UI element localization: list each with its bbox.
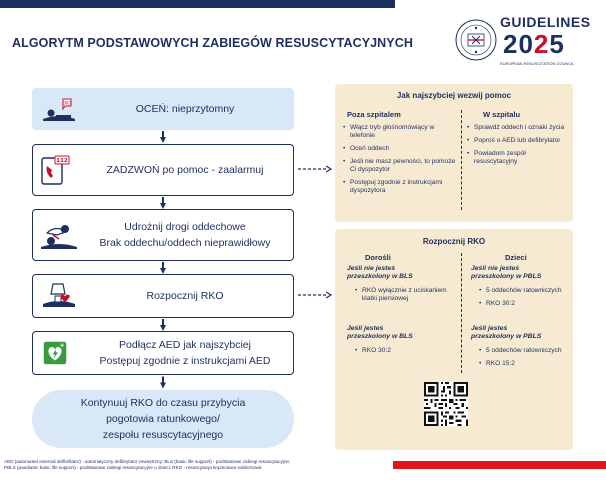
step-open-airway-line2: Brak oddechu/oddech nieprawidłowy <box>99 237 271 249</box>
cpr-compressions-icon <box>39 280 79 312</box>
top-navy-bar <box>0 0 395 8</box>
footnote-line2: PBLS (paediatric basic life support) - podstawowe zabiegi resuscytacyjne u dzieci; RKO - resuscytacja krążeniowo-oddechowa <box>4 465 262 470</box>
children-heading: Dzieci <box>505 253 527 262</box>
list-item: • Poproś o AED lub defibrylator <box>467 137 567 145</box>
list-item: • Oceń oddech <box>343 145 459 153</box>
abbreviations-footnote <box>4 459 390 471</box>
list-item: • RKO wyłącznie z uciskaniem klatki piersiowej <box>355 287 449 303</box>
svg-text:112: 112 <box>56 158 68 165</box>
down-arrow-icon <box>160 197 166 209</box>
airway-check-icon <box>39 219 79 251</box>
step-open-airway <box>32 209 294 261</box>
outside-hospital-list <box>343 124 459 200</box>
step-open-airway-line1: Udrożnij drogi oddechowe <box>124 221 246 233</box>
step-start-cpr-text: Rozpocznij RKO <box>146 290 224 302</box>
children-untrained-list <box>479 287 569 313</box>
step-attach-aed-text <box>83 337 287 369</box>
list-item: • RKO 30:2 <box>355 347 449 355</box>
step-continue-cpr-text <box>32 395 294 443</box>
list-item: • 5 oddechów ratowniczych <box>479 287 569 295</box>
list-item: • Postępuj zgodnie z instrukcjami dyspozytora <box>343 179 459 195</box>
step-continue-line3: zespołu resuscytacyjnego <box>102 429 224 441</box>
list-item: • 5 oddechów ratowniczych <box>479 347 569 355</box>
step-start-cpr <box>32 274 294 318</box>
down-arrow-icon <box>160 131 166 143</box>
adults-untrained-list <box>355 287 449 308</box>
list-item: • Powiadom zespół resuscytacyjny <box>467 150 567 166</box>
guidelines-logo-year: 2025 <box>503 29 565 59</box>
column-divider <box>461 110 462 210</box>
children-trained-heading: Jeśli jesteś przeszkolony w PBLS <box>471 325 542 340</box>
guidelines-logo-text: GUIDELINES <box>500 14 591 30</box>
unconscious-person-icon <box>39 93 79 125</box>
aed-icon <box>43 338 73 368</box>
panel-call-help-title: Jak najszybciej wezwij pomoc <box>396 91 512 100</box>
outside-hospital-heading: Poza szpitalem <box>347 110 401 119</box>
qr-code-icon <box>424 382 468 426</box>
page-title: ALGORYTM PODSTAWOWYCH ZABIEGÓW RESUSCYTACYJNYCH <box>12 36 414 50</box>
step-continue-cpr <box>32 390 294 448</box>
step-continue-line1: Kontynuuj RKO do czasu przybycia <box>80 397 246 409</box>
down-arrow-icon <box>160 319 166 331</box>
children-trained-list <box>479 347 569 373</box>
step-open-airway-text <box>83 219 287 251</box>
down-arrow-icon <box>160 376 166 389</box>
dashed-arrow-icon <box>298 291 334 299</box>
column-divider <box>461 253 462 373</box>
down-arrow-icon <box>160 262 166 274</box>
list-item: • RKO 15:2 <box>479 360 569 368</box>
prr-seal-logo <box>454 18 498 62</box>
step-attach-aed-line2: Postępuj zgodnie z instrukcjami AED <box>99 355 271 367</box>
adults-heading: Dorośli <box>365 253 391 262</box>
step-attach-aed-line1: Podłącz AED jak najszybciej <box>119 339 251 351</box>
list-item: • Włącz tryb głośnomówiący w telefonie <box>343 124 459 140</box>
erc-caption: EUROPEAN RESUSCITATION COUNCIL <box>500 61 575 66</box>
adults-untrained-heading: Jeśli nie jesteś przeszkolony w BLS <box>347 265 413 280</box>
adults-trained-list <box>355 347 449 360</box>
step-attach-aed <box>32 331 294 375</box>
step-call-help-text: ZADZWOŃ po pomoc - zaalarmuj <box>106 164 264 176</box>
children-untrained-heading: Jeśli nie jesteś przeszkolony w PBLS <box>471 265 542 280</box>
svg-text:OK?: OK? <box>62 101 72 107</box>
adults-trained-heading: Jeśli jesteś przeszkolony w BLS <box>347 325 413 340</box>
panel-call-help <box>335 84 573 222</box>
list-item: • Sprawdź oddech i oznaki życia <box>467 124 567 132</box>
list-item: • Jeśli nie masz pewności, to pomoże Ci dyspozytor <box>343 158 459 174</box>
step-assess <box>32 88 294 130</box>
footnote-line1: AED (automated external defibrillator) - automatyczny defibrylator zewnętrzny; BLS (basic life support) - podstawowe zabiegi resuscytacyjne; <box>4 459 291 464</box>
in-hospital-list <box>467 124 567 171</box>
bottom-red-bar <box>393 461 606 469</box>
in-hospital-heading: W szpitalu <box>483 110 521 119</box>
panel-start-cpr-title: Rozpocznij RKO <box>422 237 486 246</box>
phone-112-icon <box>39 154 79 186</box>
step-call-help <box>32 144 294 196</box>
dashed-arrow-icon <box>298 165 334 173</box>
step-continue-line2: pogotowia ratunkowego/ <box>106 413 220 425</box>
list-item: • RKO 30:2 <box>479 300 569 308</box>
step-assess-text: OCEŃ: nieprzytomny <box>135 103 235 115</box>
